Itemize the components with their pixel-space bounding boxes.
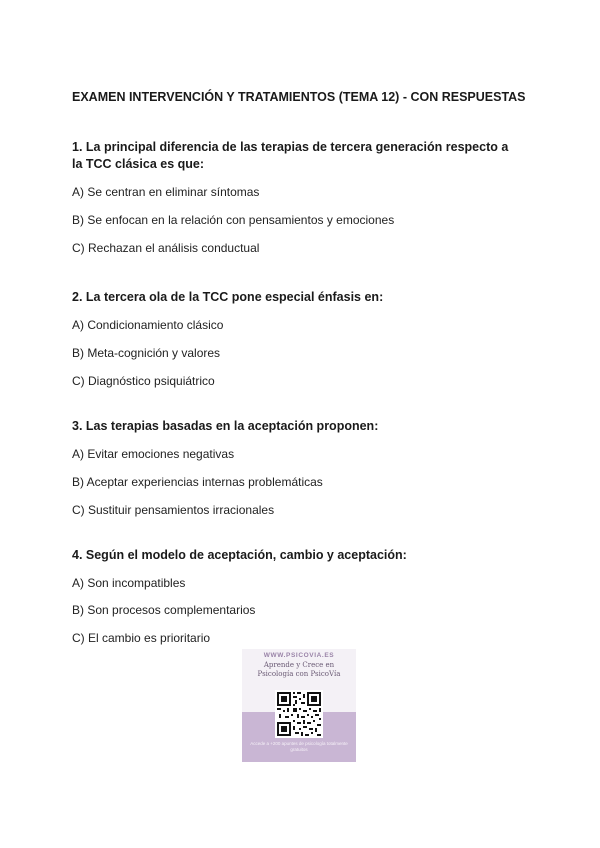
question-4-option-a: A) Son incompatibles (72, 576, 186, 590)
question-1-option-b: B) Se enfocan en la relación con pensamientos y emociones (72, 213, 395, 227)
question-1-option-c: C) Rechazan el análisis conductual (72, 241, 260, 255)
question-3-text: 3. Las terapias basadas en la aceptación proponen: (72, 419, 379, 433)
question-4-option-b: B) Son procesos complementarios (72, 603, 256, 617)
qr-code-icon[interactable] (275, 690, 323, 738)
question-2-option-a: A) Condicionamiento clásico (72, 318, 224, 332)
question-2-text: 2. La tercera ola de la TCC pone especial énfasis en: (72, 290, 384, 304)
question-3-option-c: C) Sustituir pensamientos irracionales (72, 503, 275, 517)
question-2-option-b: B) Meta-cognición y valores (72, 346, 221, 360)
question-1-option-a: A) Se centran en eliminar síntomas (72, 185, 260, 199)
promo-description: Accede a +200 apuntes de psicología totalmente gratuitos (250, 741, 348, 752)
question-1-text: 1. La principal diferencia de las terapias de tercera generación respecto a la TCC clásica es que: (72, 140, 509, 171)
psicovia-promo-card[interactable] (242, 649, 356, 762)
promo-tagline: Aprende y Crece en Psicología con PsicoVía (257, 661, 341, 678)
document-title: EXAMEN INTERVENCIÓN Y TRATAMIENTOS (TEMA 12) - CON RESPUESTAS (72, 90, 526, 104)
promo-site-url[interactable]: WWW.PSICOVIA.ES (263, 652, 335, 659)
question-4-text: 4. Según el modelo de aceptación, cambio y aceptación: (72, 548, 407, 562)
question-2-option-c: C) Diagnóstico psiquiátrico (72, 374, 215, 388)
question-3-option-b: B) Aceptar experiencias internas problemáticas (72, 475, 323, 489)
question-3-option-a: A) Evitar emociones negativas (72, 447, 235, 461)
qr-code-graphic (275, 690, 323, 738)
question-4-option-c: C) El cambio es prioritario (72, 631, 211, 645)
